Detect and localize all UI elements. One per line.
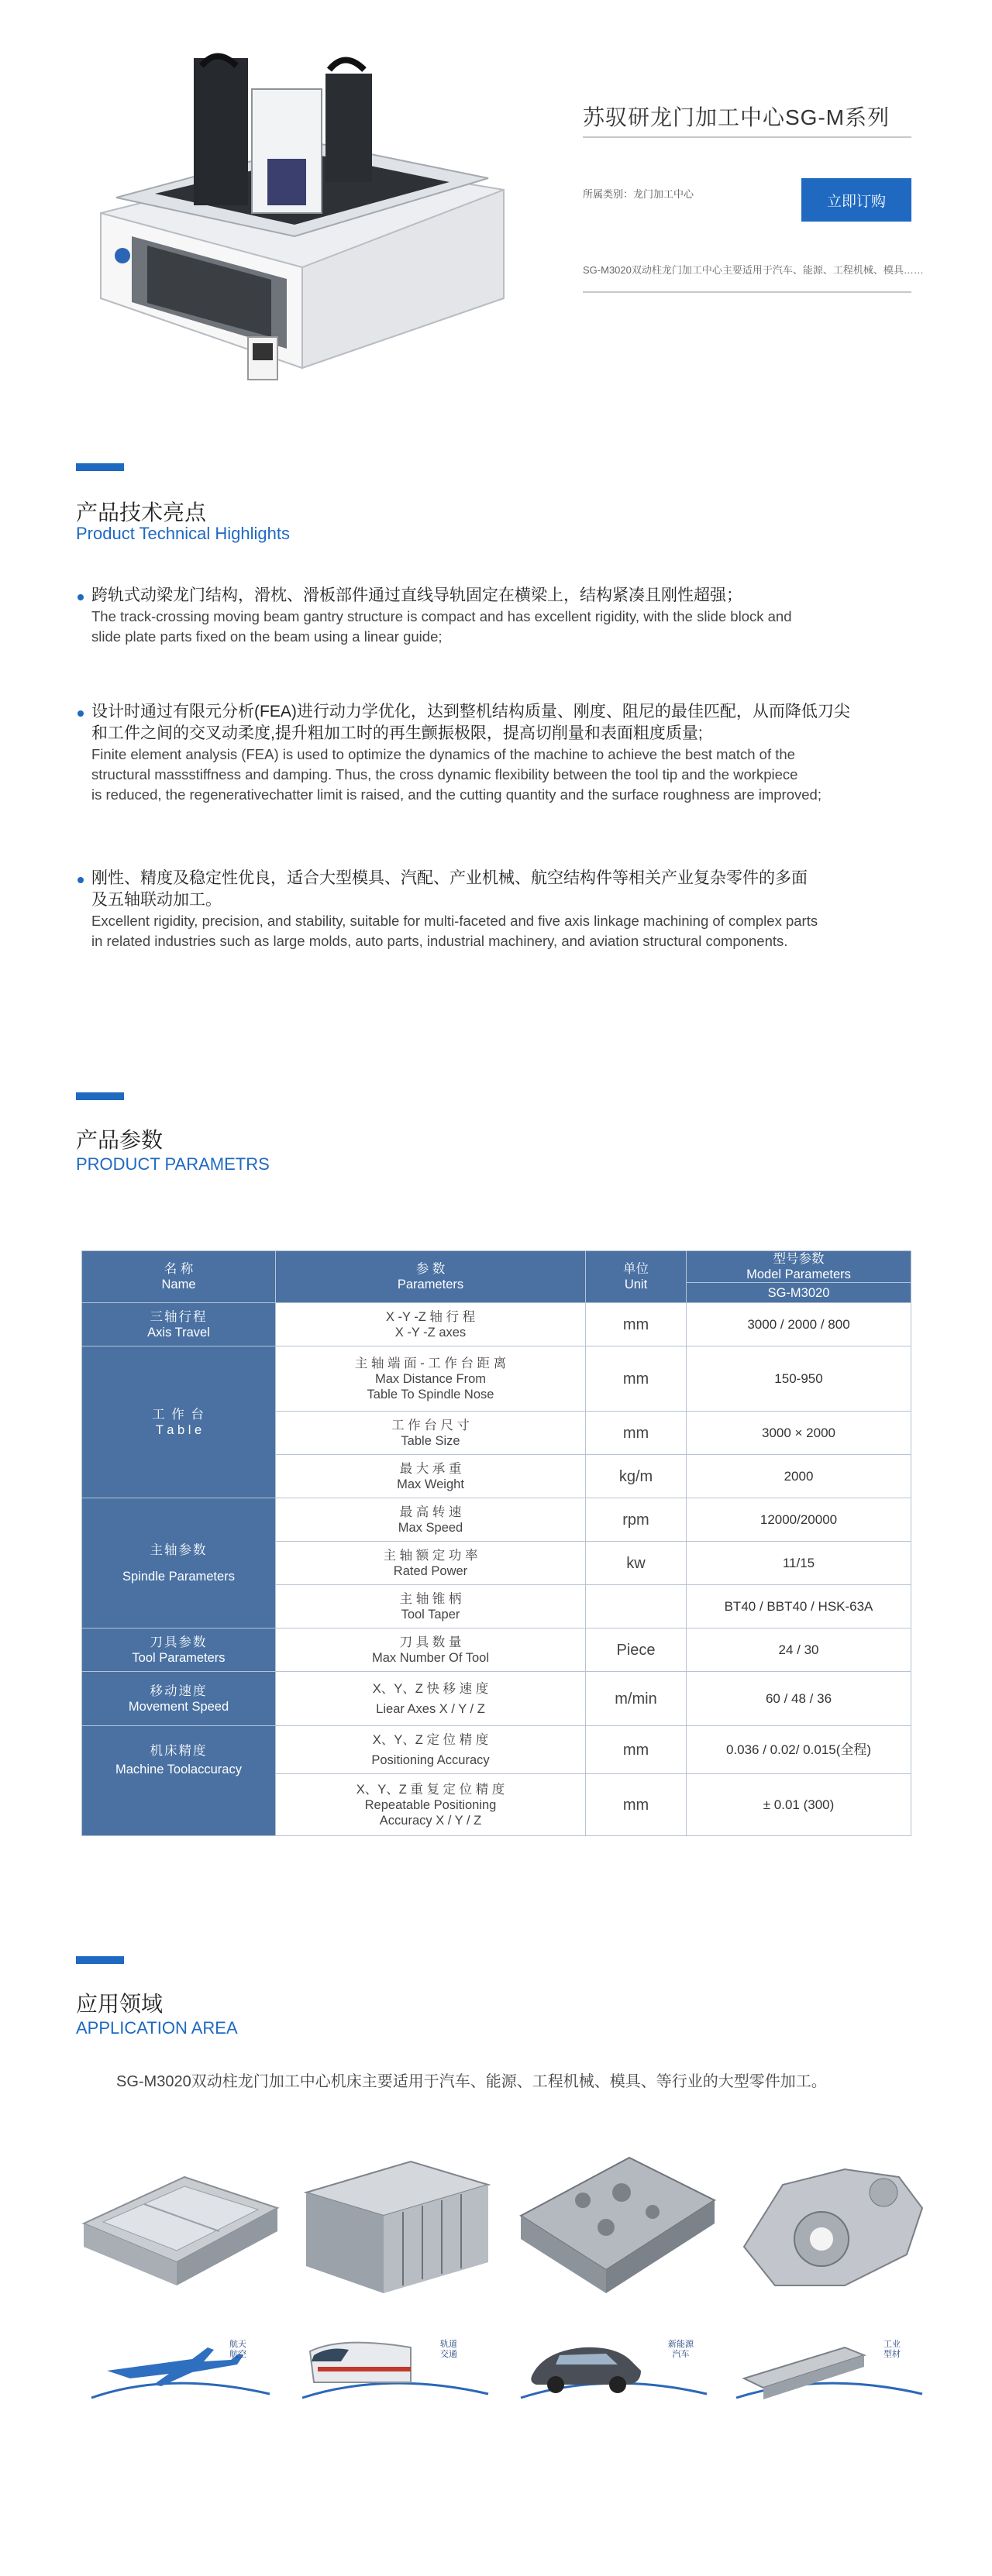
header-model-en: Model Parameters	[746, 1267, 851, 1281]
highlight-item	[78, 585, 946, 647]
value-cell: 60 / 48 / 36	[687, 1672, 911, 1726]
param-zh: 主 轴 额 定 功 率	[383, 1548, 478, 1563]
value-cell: 24 / 30	[687, 1628, 911, 1672]
param-cell	[276, 1774, 586, 1836]
battery-tray-image	[76, 2138, 281, 2309]
group-spindle	[82, 1498, 276, 1628]
industry-label-1: 轨道	[440, 2340, 457, 2349]
section-accent-bar	[76, 1092, 124, 1100]
param-zh: X、Y、Z 定 位 精 度	[372, 1732, 489, 1747]
bullet-icon	[78, 710, 84, 717]
param-en: Max Weight	[397, 1477, 464, 1491]
value-cell: ± 0.01 (300)	[687, 1774, 911, 1836]
group-move-en: Movement Speed	[128, 1699, 229, 1714]
group-spindle-zh: 主轴参数	[150, 1543, 208, 1557]
header-param	[276, 1251, 586, 1303]
group-move	[82, 1672, 276, 1726]
param-zh: 最 高 转 速	[399, 1505, 462, 1519]
unit-cell	[586, 1585, 687, 1628]
param-en: X -Y -Z axes	[394, 1325, 467, 1340]
header-unit	[586, 1251, 687, 1303]
param-zh: X、Y、Z 快 移 速 度	[372, 1681, 489, 1696]
product-title: 苏驭研龙门加工中心SG-M系列	[583, 105, 890, 129]
highlights-title: 产品技术亮点	[76, 500, 207, 524]
application-subtitle: APPLICATION AREA	[76, 2018, 238, 2038]
industry-label	[440, 2340, 457, 2360]
industry-nev	[513, 2324, 722, 2409]
product-hero	[0, 0, 992, 418]
group-axis-zh: 三轴行程	[150, 1309, 208, 1324]
param-zh: 主 轴 锥 柄	[399, 1591, 462, 1606]
group-axis-en: Axis Travel	[147, 1325, 210, 1340]
param-en: Positioning Accuracy	[371, 1752, 490, 1767]
header-name-en: Name	[161, 1278, 196, 1291]
highlight-en: Finite element analysis (FEA) is used to optimize the dynamics of the machine to achieve the best match of the structural massstiffness and damping. Thus, the cross dynamic flexibility between the tool tip and the workpiece is reduced, the regenerativechatter limit is raised, and the cutting quantity and the surface roughness are improved;	[91, 746, 822, 803]
group-accuracy-zh: 机床精度	[150, 1744, 208, 1758]
params-subtitle: PRODUCT PARAMETRS	[76, 1154, 270, 1174]
industry-label-2: 航空	[229, 2350, 246, 2359]
param-en: Rated Power	[393, 1563, 468, 1578]
industry-label-1: 新能源	[668, 2340, 694, 2349]
train-icon	[294, 2324, 504, 2409]
header-model-code: SG-M3020	[687, 1283, 911, 1303]
unit-cell: kw	[586, 1542, 687, 1585]
param-en: Max Speed	[398, 1520, 463, 1535]
valve-body-image	[513, 2138, 718, 2309]
param-en: Table Size	[401, 1433, 460, 1448]
value-cell: 12000/20000	[687, 1498, 911, 1542]
highlight-zh: 设计时通过有限元分析(FEA)进行动力学优化，达到整机结构质量、刚度、阻尼的最佳匹配，从而降低刀尖 和工件之间的交叉动柔度,提升粗加工时的再生颤振极限，提高切削量和表面粗度质量;	[91, 703, 850, 742]
value-cell: 3000 / 2000 / 800	[687, 1303, 911, 1346]
header-unit-zh: 单位	[623, 1262, 649, 1276]
value-cell: 3000 × 2000	[687, 1412, 911, 1455]
bullet-icon	[78, 594, 84, 600]
param-cell	[276, 1726, 586, 1774]
industry-label-2: 交通	[440, 2350, 457, 2359]
industry-label	[668, 2340, 694, 2360]
industry-rail	[294, 2324, 504, 2409]
industry-label-1: 航天	[229, 2340, 246, 2349]
unit-cell: m/min	[586, 1672, 687, 1726]
industry-label	[229, 2340, 246, 2360]
aluminum-profile-icon	[728, 2324, 938, 2409]
section-accent-bar	[76, 463, 124, 471]
group-accuracy-en: Machine Toolaccuracy	[115, 1763, 242, 1776]
application-description: SG-M3020双动柱龙门加工中心机床主要适用于汽车、能源、工程机械、模具、等行业的大型零件加工。	[116, 2073, 827, 2090]
header-name	[82, 1251, 276, 1303]
value-cell: 2000	[687, 1455, 911, 1498]
param-en: Tool Taper	[401, 1607, 460, 1622]
intro-divider	[583, 291, 911, 293]
unit-cell: rpm	[586, 1498, 687, 1542]
unit-cell: mm	[586, 1774, 687, 1836]
group-move-zh: 移动速度	[150, 1684, 208, 1698]
param-cell	[276, 1585, 586, 1628]
unit-cell: kg/m	[586, 1455, 687, 1498]
param-zh: 最 大 承 重	[399, 1461, 462, 1476]
industry-aerospace	[76, 2324, 285, 2409]
param-zh: 主 轴 端 面 - 工 作 台 距 离	[354, 1356, 507, 1371]
value-cell: 11/15	[687, 1542, 911, 1585]
header-model-zh: 型号参数	[773, 1252, 825, 1266]
machine-image	[85, 43, 519, 399]
airplane-icon	[76, 2324, 285, 2409]
product-category: 所属类别：龙门加工中心	[583, 188, 694, 200]
header-model	[687, 1251, 911, 1283]
unit-cell: Piece	[586, 1628, 687, 1672]
highlight-zh: 跨轨式动梁龙门结构，滑枕、滑板部件通过直线导轨固定在横梁上，结构紧凑且刚性超强；	[91, 586, 742, 604]
params-title: 产品参数	[76, 1128, 164, 1152]
industry-label-2: 汽车	[672, 2350, 690, 2359]
value-cell: BT40 / BBT40 / HSK-63A	[687, 1585, 911, 1628]
value-cell: 150-950	[687, 1346, 911, 1412]
param-cell	[276, 1412, 586, 1455]
unit-cell: mm	[586, 1412, 687, 1455]
group-axis	[82, 1303, 276, 1346]
param-zh: X -Y -Z 轴 行 程	[385, 1309, 476, 1324]
header-unit-en: Unit	[624, 1278, 648, 1291]
bullet-icon	[78, 877, 84, 883]
car-icon	[513, 2324, 722, 2409]
application-title: 应用领域	[76, 1992, 164, 2016]
industry-label	[884, 2340, 901, 2360]
param-cell	[276, 1672, 586, 1726]
unit-cell: mm	[586, 1303, 687, 1346]
param-cell	[276, 1498, 586, 1542]
param-en: Liear Axes X / Y / Z	[376, 1701, 485, 1716]
param-zh: 工 作 台 尺 寸	[391, 1418, 470, 1432]
param-cell	[276, 1542, 586, 1585]
group-tool	[82, 1628, 276, 1672]
param-cell	[276, 1346, 586, 1412]
engine-cover-image	[728, 2138, 934, 2309]
unit-cell: mm	[586, 1346, 687, 1412]
group-accuracy	[82, 1726, 276, 1836]
param-en: Max Distance From	[374, 1371, 487, 1386]
header-param-en: Parameters	[397, 1278, 464, 1291]
param-cell	[276, 1303, 586, 1346]
param-en-2: Table To Spindle Nose	[367, 1387, 494, 1401]
param-zh: X、Y、Z 重 复 定 位 精 度	[356, 1782, 505, 1797]
parameters-table	[81, 1250, 911, 1836]
group-table-zh: 工 作 台	[152, 1407, 205, 1422]
battery-box-image	[294, 2138, 500, 2309]
section-accent-bar	[76, 1956, 124, 1964]
param-en: Repeatable Positioning	[364, 1797, 497, 1812]
group-spindle-en: Spindle Parameters	[122, 1569, 235, 1584]
unit-cell: mm	[586, 1726, 687, 1774]
highlight-en: The track-crossing moving beam gantry structure is compact and has excellent rigidity, with the slide block and slide plate parts fixed on the beam using a linear guide;	[91, 608, 792, 645]
industry-profiles	[728, 2324, 938, 2409]
value-cell: 0.036 / 0.02/ 0.015(全程)	[687, 1726, 911, 1774]
highlights-subtitle: Product Technical Highlights	[76, 524, 290, 543]
industry-label-1: 工业	[884, 2340, 901, 2349]
highlight-item	[78, 701, 946, 805]
highlight-item	[78, 868, 946, 951]
group-table	[82, 1346, 276, 1498]
param-en: Max Number Of Tool	[372, 1650, 489, 1665]
header-name-zh: 名 称	[164, 1262, 194, 1276]
buy-now-button[interactable]: 立即订购	[801, 178, 911, 222]
title-divider	[583, 136, 911, 138]
param-cell	[276, 1628, 586, 1672]
group-table-en: T a b l e	[155, 1422, 202, 1437]
param-cell	[276, 1455, 586, 1498]
group-tool-en: Tool Parameters	[132, 1650, 226, 1665]
highlight-en: Excellent rigidity, precision, and stability, suitable for multi-faceted and five axis linkage machining of complex parts in related industries such as large molds, auto parts, industrial machinery, and aviation structural components.	[91, 913, 818, 949]
highlight-zh: 刚性、精度及稳定性优良，适合大型模具、汽配、产业机械、航空结构件等相关产业复杂零件的多面 及五轴联动加工。	[91, 869, 808, 909]
industry-label-2: 型材	[884, 2350, 901, 2359]
product-intro: SG-M3020双动柱龙门加工中心主要适用于汽车、能源、工程机械、模具……	[583, 264, 924, 276]
group-tool-zh: 刀具参数	[150, 1635, 208, 1649]
param-en-2: Accuracy X / Y / Z	[379, 1813, 482, 1828]
header-param-zh: 参 数	[415, 1262, 446, 1276]
param-zh: 刀 具 数 量	[399, 1635, 462, 1649]
